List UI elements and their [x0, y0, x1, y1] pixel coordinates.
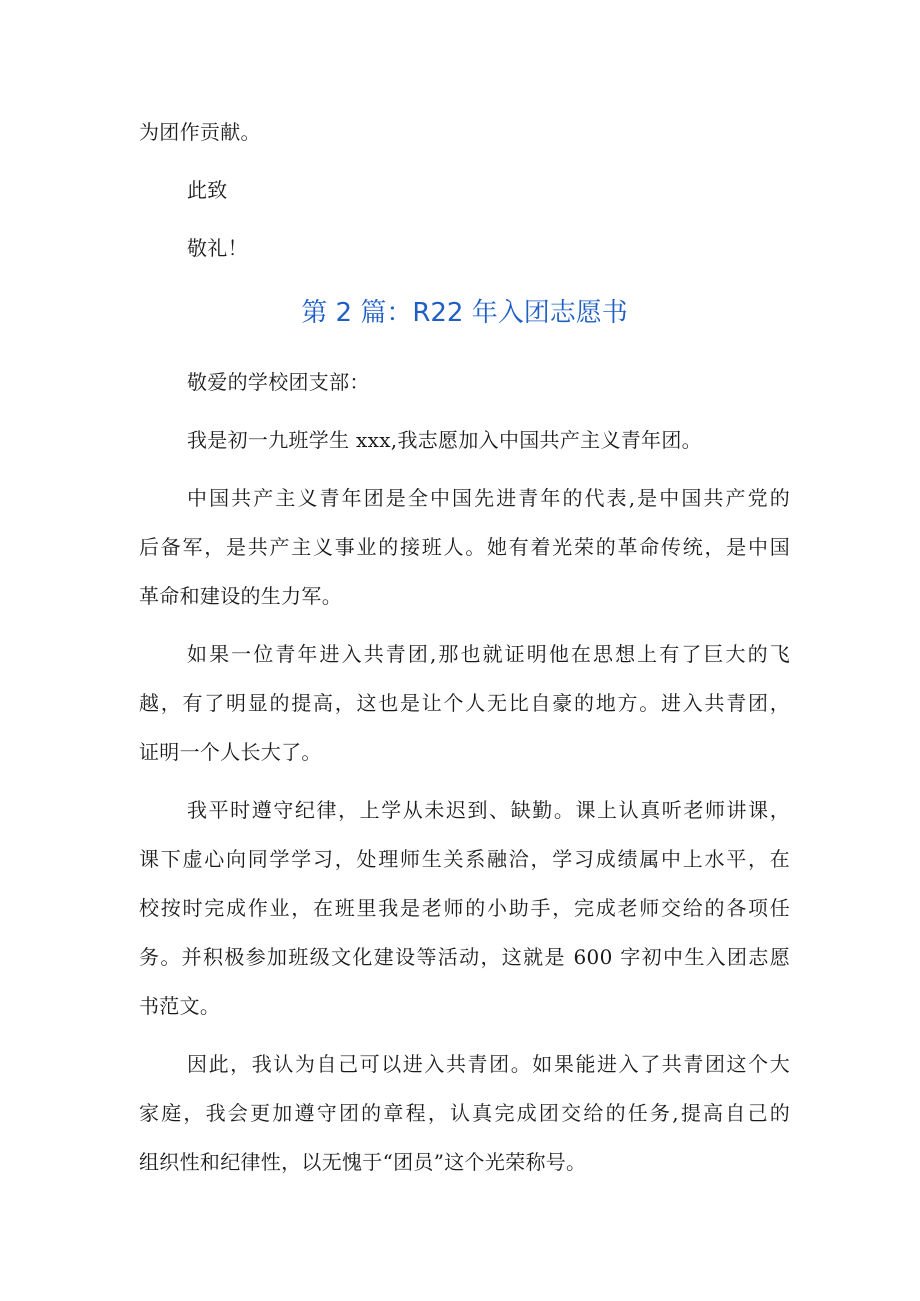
paragraph-line: 书范文。	[139, 994, 221, 1018]
section-heading: 第 2 篇：R22 年入团志愿书	[301, 298, 628, 328]
paragraph-line: 如果一位青年进入共青团,那也就证明他在思想上有了巨大的飞	[187, 642, 790, 666]
paragraph-line: 越，有了明显的提高，这也是让个人无比自豪的地方。进入共青团，	[139, 691, 790, 715]
paragraph-line: 组织性和纪律性，以无愧于“团员”这个光荣称号。	[139, 1150, 587, 1174]
paragraph-line: 课下虚心向同学学习，处理师生关系融洽，学习成绩属中上水平，在	[139, 847, 790, 871]
paragraph-line: 务。并积极参加班级文化建设等活动，这就是 600 字初中生入团志愿	[139, 945, 790, 969]
paragraph-line: 我平时遵守纪律，上学从未迟到、缺勤。课上认真听老师讲课，	[187, 798, 790, 822]
paragraph-line: 因此，我认为自己可以进入共青团。如果能进入了共青团这个大	[187, 1052, 790, 1076]
paragraph-line: 家庭，我会更加遵守团的章程，认真完成团交给的任务,提高自己的	[139, 1101, 790, 1125]
paragraph-line: 革命和建设的生力军。	[139, 584, 342, 608]
paragraph-line: 中国共产主义青年团是全中国先进青年的代表,是中国共产党的	[187, 486, 790, 510]
paragraph-line: 我是初一九班学生 xxx,我志愿加入中国共产主义青年团。	[187, 428, 702, 452]
continuation-line: 为团作贡献。	[139, 120, 261, 144]
letter-greeting: 敬爱的学校团支部：	[187, 370, 370, 394]
closing-regards: 敬礼！	[187, 236, 248, 260]
closing-salutation: 此致	[187, 178, 228, 202]
paragraph-line: 后备军，是共产主义事业的接班人。她有着光荣的革命传统，是中国	[139, 535, 790, 559]
paragraph-line: 校按时完成作业，在班里我是老师的小助手，完成老师交给的各项任	[139, 896, 790, 920]
paragraph-line: 证明一个人长大了。	[139, 740, 322, 764]
